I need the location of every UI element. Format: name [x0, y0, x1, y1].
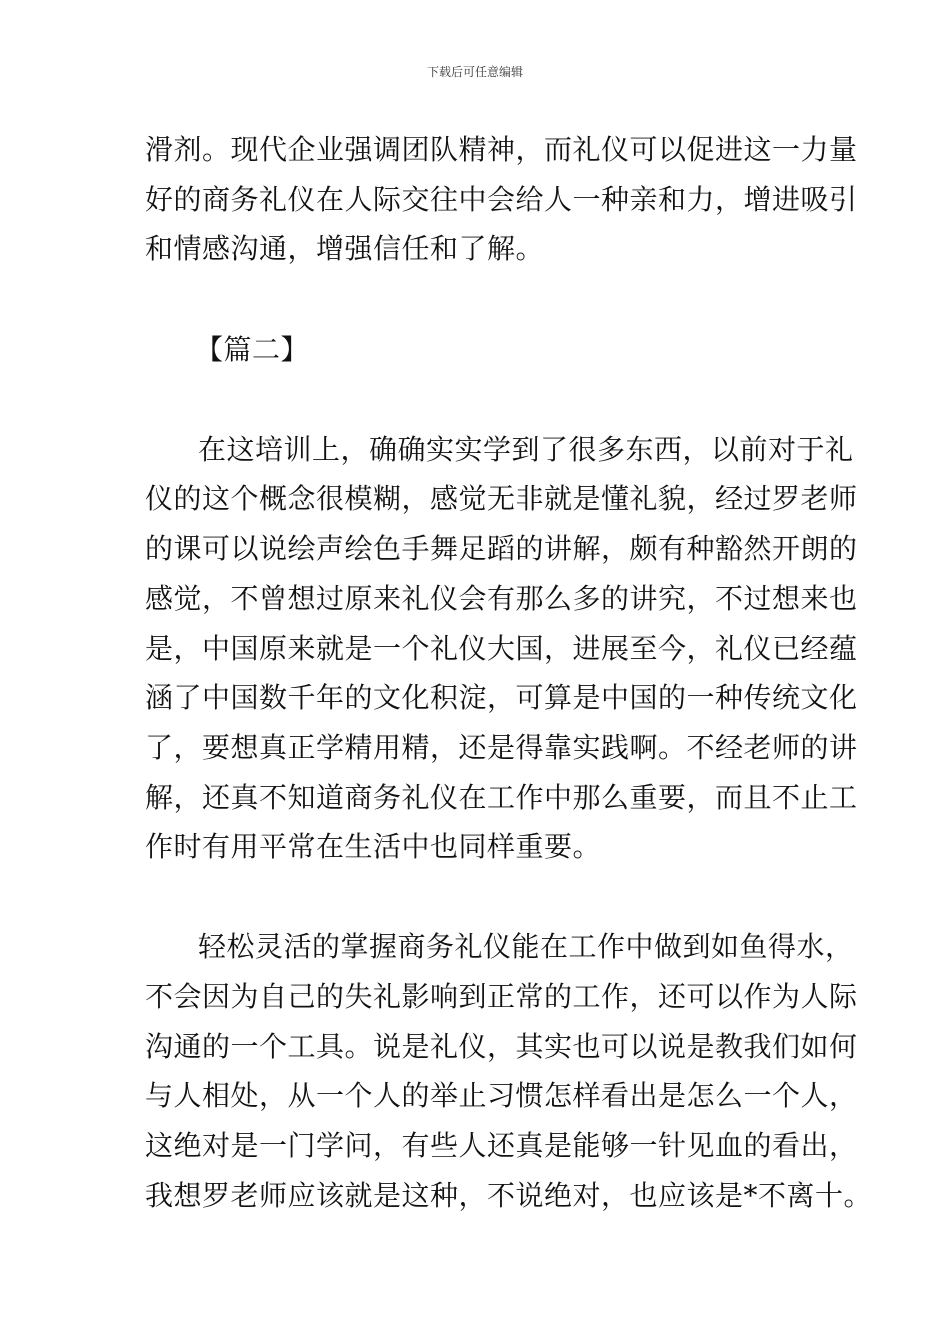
page-header-note: 下载后可任意编辑: [426, 65, 523, 79]
paragraph-2-line-4: 感觉，不曾想过原来礼仪会有那么多的讲究，不过想来也: [145, 582, 858, 615]
paragraph-3-line-2: 不会因为自己的失礼影响到正常的工作，还可以作为人际: [145, 980, 858, 1013]
paragraph-2-line-2: 仪的这个概念很模糊，感觉无非就是懂礼貌，经过罗老师: [145, 482, 858, 515]
paragraph-1-line-1: 滑剂。现代企业强调团队精神，而礼仪可以促进这一力量: [145, 133, 858, 166]
paragraph-3-line-3: 沟通的一个工具。说是礼仪，其实也可以说是教我们如何: [145, 1030, 858, 1063]
section-heading: 【篇二】: [195, 333, 310, 366]
paragraph-2-line-7: 了，要想真正学精用精，还是得靠实践啊。不经老师的讲: [145, 731, 858, 764]
paragraph-3-line-1: 轻松灵活的掌握商务礼仪能在工作中做到如鱼得水，: [198, 930, 854, 963]
paragraph-3-line-6: 我想罗老师应该就是这种，不说绝对，也应该是*不离十。: [145, 1179, 873, 1212]
paragraph-3-line-4: 与人相处，从一个人的举止习惯怎样看出是怎么一个人，: [145, 1079, 858, 1112]
paragraph-3-line-5: 这绝对是一门学问，有些人还真是能够一针见血的看出，: [145, 1129, 858, 1162]
paragraph-2-line-9: 作时有用平常在生活中也同样重要。: [145, 830, 602, 863]
paragraph-2-line-3: 的课可以说绘声绘色手舞足蹈的讲解，颇有种豁然开朗的: [145, 532, 858, 565]
paragraph-1-line-3: 和情感沟通，增强信任和了解。: [145, 232, 545, 265]
paragraph-2-line-5: 是，中国原来就是一个礼仪大国，进展至今，礼仪已经蕴: [145, 632, 858, 665]
paragraph-2-line-6: 涵了中国数千年的文化积淀，可算是中国的一种传统文化: [145, 681, 858, 714]
paragraph-2-line-1: 在这培训上，确确实实学到了很多东西，以前对于礼: [198, 433, 854, 466]
paragraph-1-line-2: 好的商务礼仪在人际交往中会给人一种亲和力，增进吸引: [145, 183, 858, 216]
paragraph-2-line-8: 解，还真不知道商务礼仪在工作中那么重要，而且不止工: [145, 781, 858, 814]
